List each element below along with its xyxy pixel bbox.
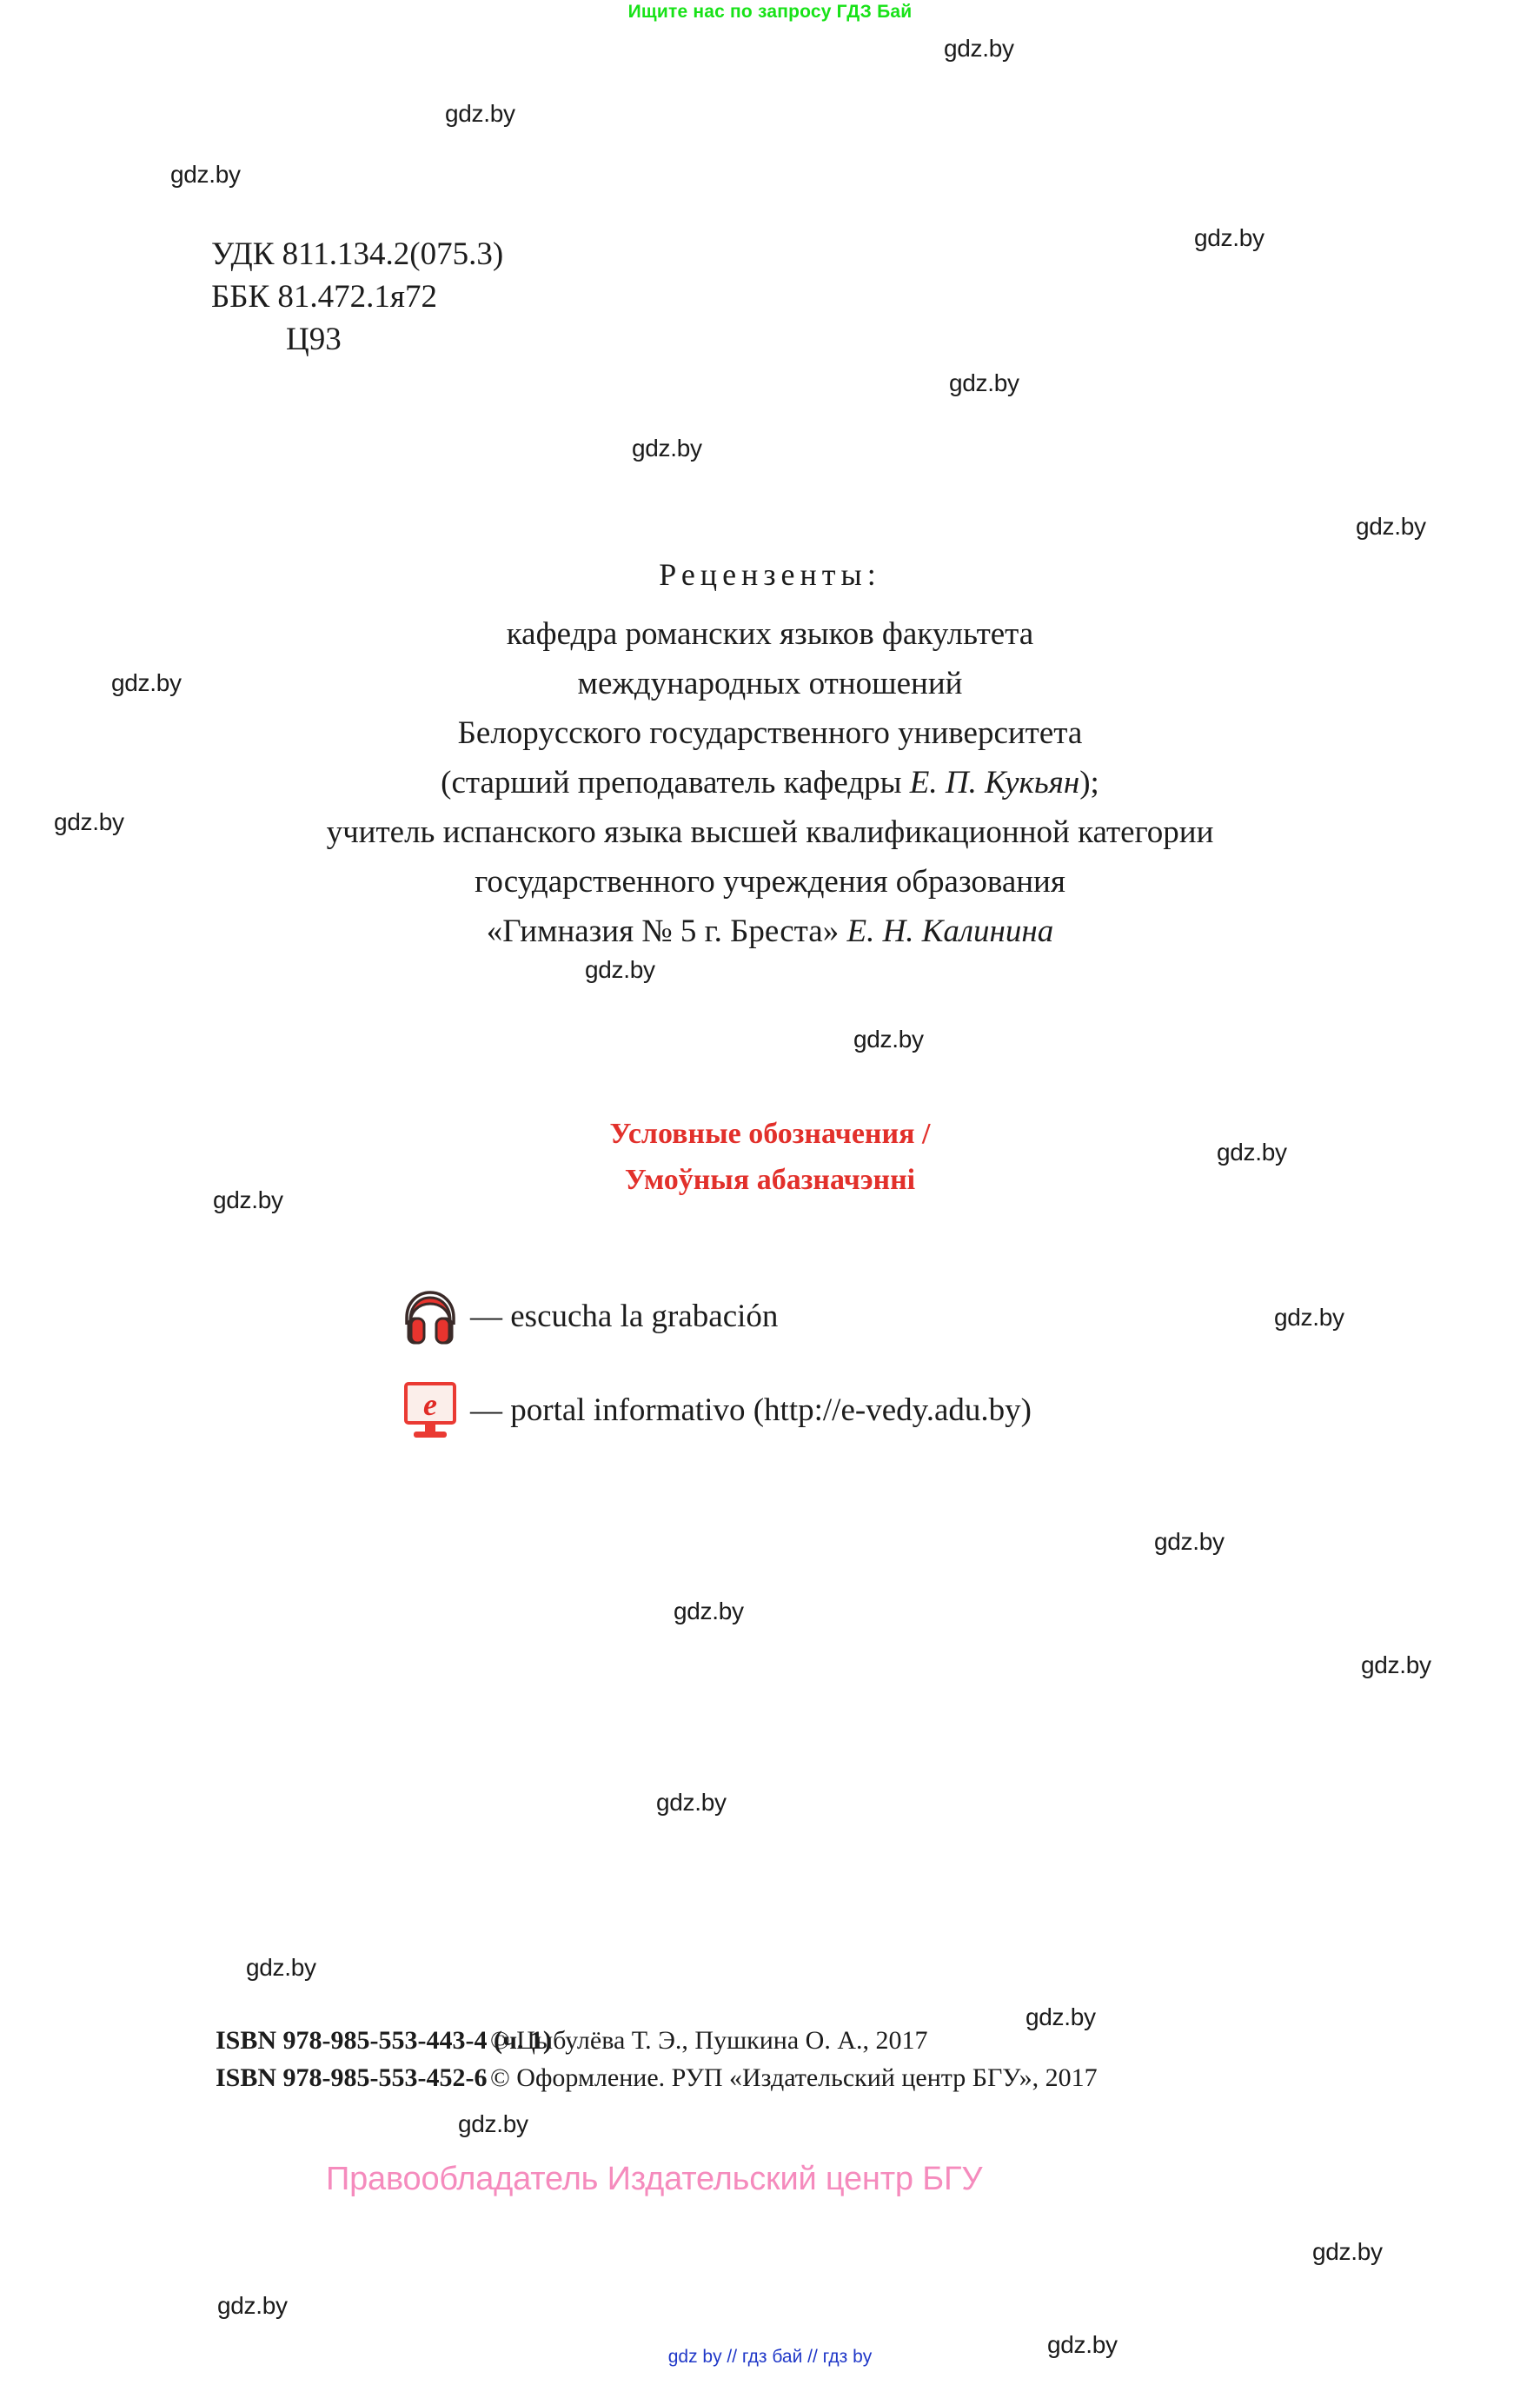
watermark-gdzby: gdz.by <box>246 1954 316 1981</box>
reviewers-line-4-prefix: (старший преподаватель кафедры <box>441 765 910 801</box>
watermark-gdzby: gdz.by <box>1312 2238 1383 2265</box>
watermark-gdzby: gdz.by <box>1154 1528 1225 1555</box>
watermark-gdzby: gdz.by <box>632 435 702 462</box>
watermark-gdzby: gdz.by <box>1217 1139 1287 1166</box>
watermark-gdzby: gdz.by <box>1274 1304 1344 1331</box>
watermark-gdzby: gdz.by <box>949 369 1019 396</box>
isbn-code-part1: ISBN 978-985-553-443-4 (ч. 1) <box>216 2026 552 2055</box>
reviewers-line-1: кафедра романских языков факультета <box>506 616 1034 652</box>
reviewers-line-7 <box>0 907 1540 956</box>
reviewers-block <box>0 556 1540 956</box>
legend-item-portal <box>395 1363 1032 1457</box>
legend-list <box>395 1269 1032 1457</box>
reviewers-line-7-prefix: «Гимназия № 5 г. Бреста» <box>486 913 847 949</box>
watermark-gdzby: gdz.by <box>853 1026 924 1053</box>
reviewers-title: Рецензенты: <box>659 557 881 592</box>
bbk-code: ББК 81.472.1я72 <box>211 279 437 315</box>
isbn-row <box>216 2059 1098 2096</box>
watermark-gdzby: gdz.by <box>1361 1651 1431 1678</box>
rights-holder-watermark: Правообладатель Издательский центр БГУ <box>326 2161 983 2197</box>
watermark-gdzby: gdz.by <box>445 100 515 127</box>
isbn-code-full: ISBN 978-985-553-452-6 <box>216 2063 488 2092</box>
copyright-authors: © Цыбулёва Т. Э., Пушкина О. А., 2017 <box>490 2026 928 2055</box>
reviewer-name-kalinina: Е. Н. Калинина <box>846 913 1054 949</box>
watermark-gdzby: gdz.by <box>1194 224 1265 251</box>
watermark-gdzby: gdz.by <box>944 35 1014 62</box>
reviewers-line-6: государственного учреждения образования <box>475 864 1065 900</box>
legend-item-audio-label: — escucha la grabación <box>470 1298 779 1334</box>
promo-banner: Ищите нас по запросу ГДЗ Бай <box>627 2 913 22</box>
watermark-gdzby: gdz.by <box>1026 2003 1096 2030</box>
reviewers-line-4 <box>0 758 1540 807</box>
headphones-icon <box>395 1280 465 1352</box>
isbn-block <box>216 2022 1098 2096</box>
watermark-gdzby: gdz.by <box>1356 513 1426 540</box>
watermark-gdzby: gdz.by <box>458 2110 528 2137</box>
copyright-publisher: © Оформление. РУП «Издательский центр БГУ», 2017 <box>490 2063 1098 2092</box>
legend-heading <box>0 1111 1540 1203</box>
reviewer-name-kukyan: Е. П. Кукьян <box>909 765 1080 801</box>
watermark-gdzby: gdz.by <box>656 1789 727 1816</box>
footer-links: gdz by // гдз бай // гдз by <box>667 2347 873 2367</box>
reviewers-line-4-suffix: ); <box>1079 765 1099 801</box>
watermark-gdzby: gdz.by <box>170 161 241 188</box>
watermark-gdzby: gdz.by <box>54 808 124 835</box>
classification-block <box>211 233 503 361</box>
legend-heading-be: Умоўныя абазначэнні <box>624 1164 916 1196</box>
watermark-gdzby: gdz.by <box>1047 2331 1118 2358</box>
udk-code: УДК 811.134.2(075.3) <box>211 236 504 272</box>
svg-text:e: e <box>423 1387 437 1422</box>
legend-item-audio <box>395 1269 1032 1363</box>
watermark-gdzby: gdz.by <box>585 956 655 983</box>
reviewers-line-5: учитель испанского языка высшей квалификационной категории <box>326 814 1214 850</box>
isbn-row <box>216 2022 1098 2059</box>
author-sign-code: Ц93 <box>286 322 342 357</box>
watermark-gdzby: gdz.by <box>674 1598 744 1624</box>
reviewers-line-3: Белорусского государственного университета <box>457 715 1083 751</box>
legend-item-portal-label: — portal informativo (http://e-vedy.adu.by) <box>470 1392 1032 1428</box>
reviewers-line-2: международных отношений <box>577 666 963 701</box>
watermark-gdzby: gdz.by <box>213 1186 283 1213</box>
watermark-gdzby: gdz.by <box>111 669 182 696</box>
monitor-e-icon <box>395 1374 465 1445</box>
watermark-gdzby: gdz.by <box>217 2292 288 2319</box>
legend-heading-ru: Условные обозначения / <box>609 1118 931 1150</box>
